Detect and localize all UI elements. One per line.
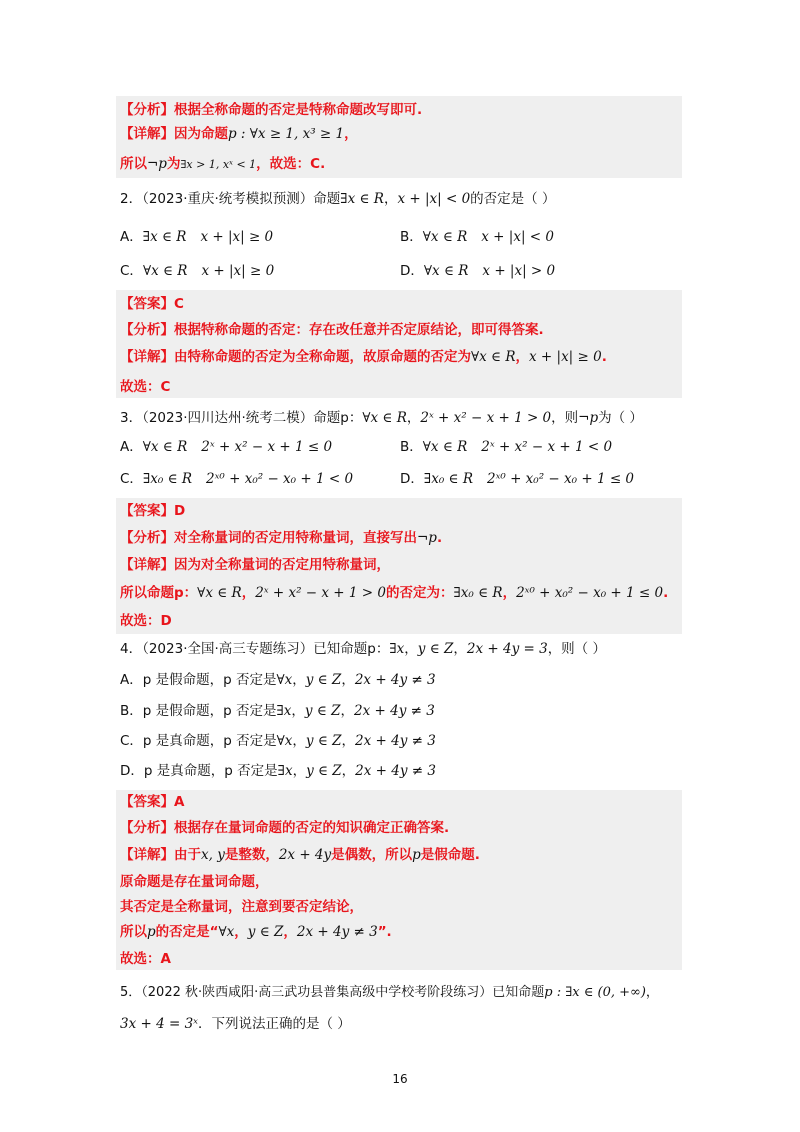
- q2-option-d[interactable]: D．∀x ∈ R x + |x| > 0: [400, 263, 556, 279]
- q3-stem: 3．（2023·四川达州·统考二模）命题p：∀x ∈ R，2ˣ + x² − x + 1 > 0，则¬p为（ ）: [120, 410, 643, 426]
- q4-choose: 故选：A: [120, 951, 171, 967]
- q4-detail: 【详解】由于x, y是整数，2x + 4y是偶数，所以p是假命题.: [120, 847, 480, 863]
- page-number: 16: [392, 1072, 408, 1086]
- q3-option-c[interactable]: C．∃x₀ ∈ R 2ˣ⁰ + x₀² − x₀ + 1 < 0: [120, 471, 354, 487]
- q4-option-a[interactable]: A．p 是假命题，p 否定是∀x，y ∈ Z，2x + 4y ≠ 3: [120, 672, 436, 688]
- q3-option-b[interactable]: B．∀x ∈ R 2ˣ + x² − x + 1 < 0: [400, 439, 613, 455]
- q5-stem-line2: 3x + 4 = 3ˣ．下列说法正确的是（ ）: [120, 1016, 351, 1032]
- q3-option-d[interactable]: D．∃x₀ ∈ R 2ˣ⁰ + x₀² − x₀ + 1 ≤ 0: [400, 471, 635, 487]
- q4-option-c[interactable]: C．p 是真命题，p 否定是∀x，y ∈ Z，2x + 4y ≠ 3: [120, 733, 436, 749]
- q2-option-b[interactable]: B．∀x ∈ R x + |x| < 0: [400, 229, 554, 245]
- q4-line3: 其否定是全称量词，注意到要否定结论，: [120, 899, 363, 915]
- q2-option-c[interactable]: C．∀x ∈ R x + |x| ≥ 0: [120, 263, 275, 279]
- q3-option-a[interactable]: A．∀x ∈ R 2ˣ + x² − x + 1 ≤ 0: [120, 439, 333, 455]
- q2-stem: 2．（2023·重庆·统考模拟预测）命题∃x ∈ R，x + |x| < 0的否定是（ ）: [120, 191, 556, 207]
- q3-analysis: 【分析】对全称量词的否定用特称量词，直接写出¬p.: [120, 530, 443, 546]
- q2-analysis: 【分析】根据特称命题的否定：存在改任意并否定原结论，即可得答案.: [120, 322, 544, 338]
- q1-result: 所以¬p为∃x > 1, xˣ < 1，故选：C.: [120, 156, 326, 172]
- q2-option-a[interactable]: A．∃x ∈ R x + |x| ≥ 0: [120, 229, 274, 245]
- q3-choose: 故选：D: [120, 613, 172, 629]
- q4-line2: 原命题是存在量词命题，: [120, 874, 269, 890]
- q2-choose: 故选：C: [120, 379, 171, 395]
- q2-answer: 【答案】C: [120, 296, 184, 312]
- q2-detail: 【详解】由特称命题的否定为全称命题，故原命题的否定为∀x ∈ R，x + |x| ≥ 0.: [120, 349, 607, 365]
- q4-option-d[interactable]: D．p 是真命题，p 否定是∃x，y ∈ Z，2x + 4y ≠ 3: [120, 763, 436, 779]
- q4-answer: 【答案】A: [120, 794, 185, 810]
- q4-line4: 所以p的否定是“∀x，y ∈ Z，2x + 4y ≠ 3”.: [120, 924, 392, 940]
- q1-analysis: 【分析】根据全称命题的否定是特称命题改写即可.: [120, 102, 423, 118]
- q1-detail: 【详解】因为命题p : ∀x ≥ 1, x³ ≥ 1，: [120, 126, 358, 142]
- q2-solution-box: [116, 290, 682, 398]
- q4-analysis: 【分析】根据存在量词命题的否定的知识确定正确答案.: [120, 820, 450, 836]
- q3-detail: 【详解】因为对全称量词的否定用特称量词，: [120, 557, 390, 573]
- q4-option-b[interactable]: B．p 是假命题，p 否定是∃x，y ∈ Z，2x + 4y ≠ 3: [120, 703, 435, 719]
- q5-stem: 5．（2022 秋·陕西咸阳·高三武功县普集高级中学校考阶段练习）已知命题p : ∃x ∈ (0, +∞)，: [120, 985, 659, 1000]
- q3-result: 所以命题p：∀x ∈ R，2ˣ + x² − x + 1 > 0的否定为：∃x₀ ∈ R，2ˣ⁰ + x₀² − x₀ + 1 ≤ 0.: [120, 585, 669, 601]
- q4-stem: 4．（2023·全国·高三专题练习）已知命题p：∃x，y ∈ Z，2x + 4y = 3，则（ ）: [120, 641, 606, 657]
- q3-answer: 【答案】D: [120, 503, 186, 519]
